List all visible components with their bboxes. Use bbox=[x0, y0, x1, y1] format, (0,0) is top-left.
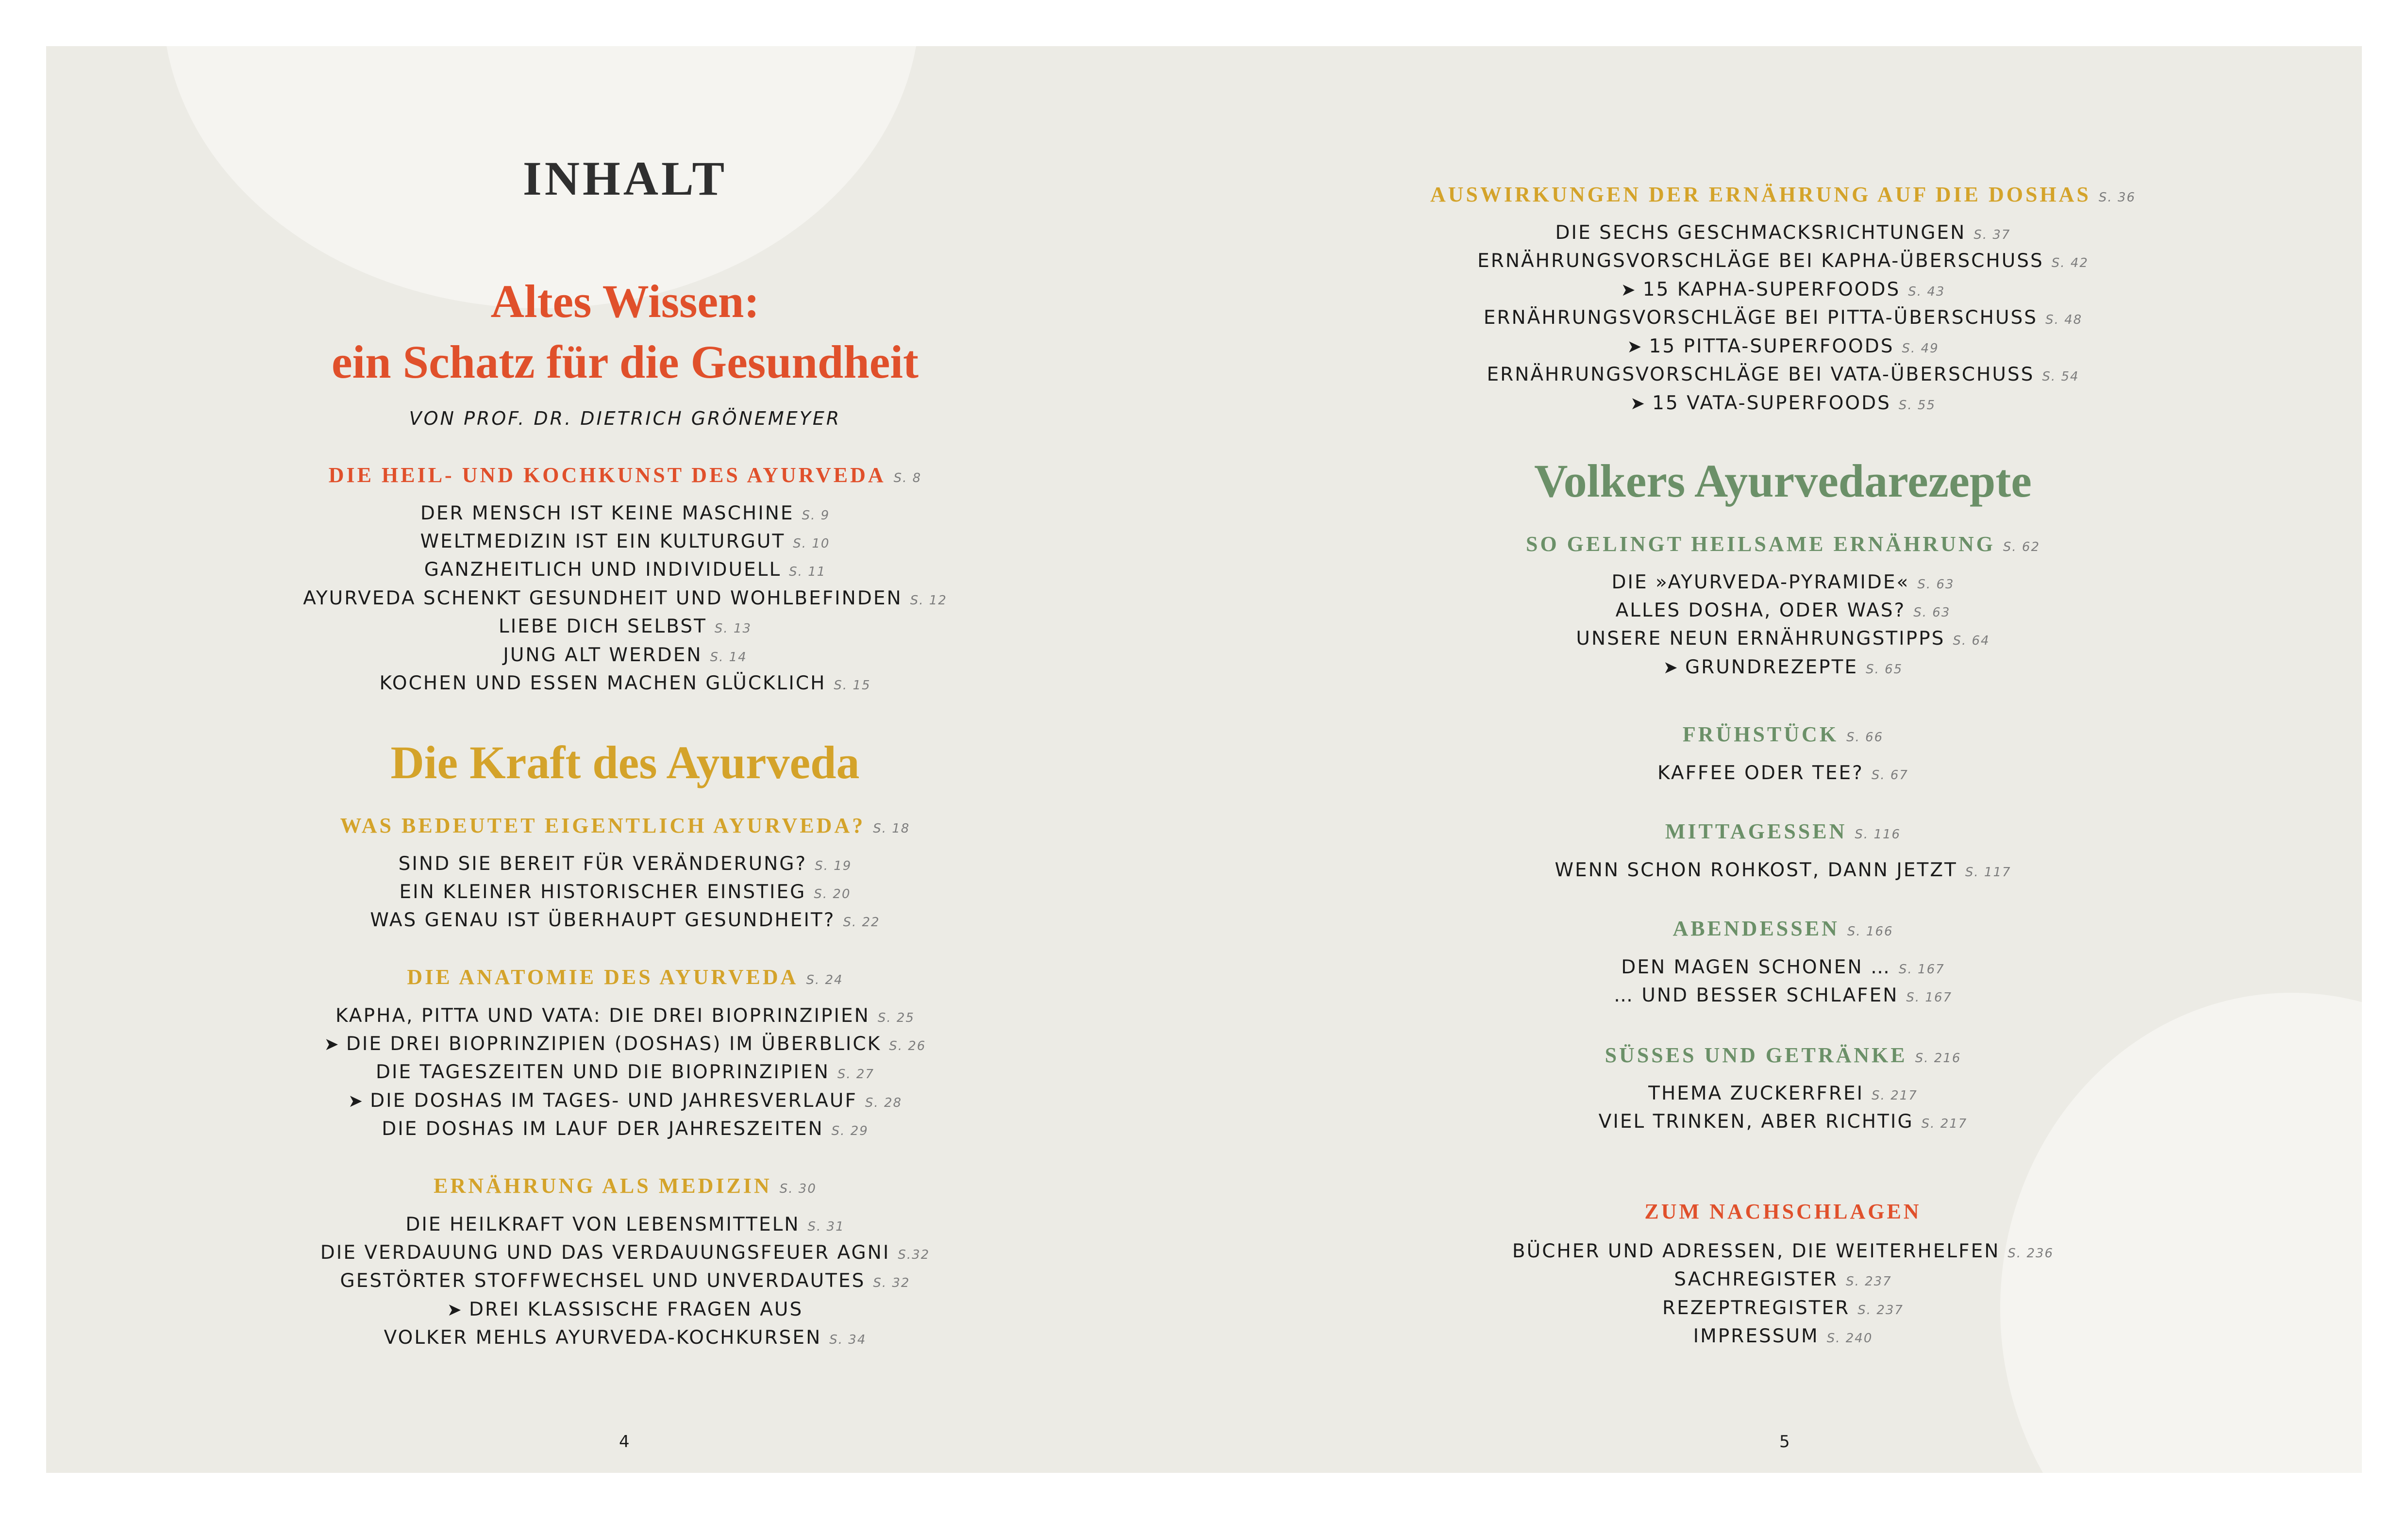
book-spread bbox=[46, 46, 2362, 1473]
toc-entry[interactable]: ➤ 15 KAPHA-SUPERFOODS S. 43 bbox=[1621, 279, 1945, 300]
toc-entry[interactable]: DIE TAGESZEITEN UND DIE BIOPRINZIPIEN S. 27 bbox=[375, 1061, 875, 1083]
part-title: Die Kraft des Ayurveda bbox=[390, 736, 860, 788]
section-heading: DIE HEIL- UND KOCHKUNST DES AYURVEDA S. 8 bbox=[328, 463, 922, 487]
arrow-icon: ➤ bbox=[348, 1091, 365, 1111]
toc-entry[interactable]: WENN SCHON ROHKOST, DANN JETZT S. 117 bbox=[1555, 859, 2011, 881]
section-heading: ERNÄHRUNG ALS MEDIZIN S. 30 bbox=[434, 1174, 817, 1198]
part-title: Volkers Ayurvedarezepte bbox=[1534, 455, 2032, 507]
toc-entry[interactable]: DEN MAGEN SCHONEN … S. 167 bbox=[1621, 956, 1945, 978]
section-heading: DIE ANATOMIE DES AYURVEDA S. 24 bbox=[407, 965, 843, 989]
toc-entry[interactable]: EIN KLEINER HISTORISCHER EINSTIEG S. 20 bbox=[399, 881, 851, 903]
left-page bbox=[46, 46, 1204, 1473]
toc-entry[interactable]: JUNG ALT WERDEN S. 14 bbox=[503, 644, 747, 666]
toc-entry[interactable]: ALLES DOSHA, ODER WAS? S. 63 bbox=[1615, 600, 1951, 621]
toc-entry[interactable]: ERNÄHRUNGSVORSCHLÄGE BEI KAPHA-ÜBERSCHUSS S. 42 bbox=[1477, 250, 2089, 272]
arrow-icon: ➤ bbox=[1630, 394, 1647, 414]
arrow-icon: ➤ bbox=[447, 1300, 463, 1320]
section-heading: MITTAGESSEN S. 116 bbox=[1665, 819, 1901, 843]
toc-entry[interactable]: ➤ 15 PITTA-SUPERFOODS S. 49 bbox=[1627, 335, 1939, 357]
toc-entry[interactable]: ERNÄHRUNGSVORSCHLÄGE BEI VATA-ÜBERSCHUSS S. 54 bbox=[1487, 364, 2079, 385]
toc-entry[interactable]: ➤ 15 VATA-SUPERFOODS S. 55 bbox=[1630, 392, 1936, 414]
page-number: 4 bbox=[619, 1432, 630, 1452]
toc-entry[interactable]: ➤ DIE DREI BIOPRINZIPIEN (DOSHAS) IM ÜBERBLICK S. 26 bbox=[324, 1033, 926, 1055]
toc-entry[interactable]: DIE »AYURVEDA-PYRAMIDE« S. 63 bbox=[1611, 571, 1955, 593]
part-title: Altes Wissen: bbox=[490, 275, 760, 327]
section-heading: AUSWIRKUNGEN DER ERNÄHRUNG AUF DIE DOSHAS S. 36 bbox=[1430, 183, 2136, 206]
toc-entry[interactable]: DIE VERDAUUNG UND DAS VERDAUUNGSFEUER AGNI S.32 bbox=[320, 1242, 930, 1264]
arrow-icon: ➤ bbox=[1627, 337, 1643, 357]
part-title: ein Schatz für die Gesundheit bbox=[332, 336, 919, 388]
toc-entry[interactable]: WAS GENAU IST ÜBERHAUPT GESUNDHEIT? S. 22 bbox=[370, 909, 880, 931]
toc-entry[interactable]: IMPRESSUM S. 240 bbox=[1693, 1325, 1873, 1347]
toc-entry[interactable]: ERNÄHRUNGSVORSCHLÄGE BEI PITTA-ÜBERSCHUSS S. 48 bbox=[1483, 307, 2083, 329]
section-heading: WAS BEDEUTET EIGENTLICH AYURVEDA? S. 18 bbox=[340, 814, 910, 837]
toc-entry[interactable]: DIE DOSHAS IM LAUF DER JAHRESZEITEN S. 29 bbox=[382, 1118, 869, 1140]
toc-entry[interactable]: KOCHEN UND ESSEN MACHEN GLÜCKLICH S. 15 bbox=[379, 672, 871, 694]
toc-entry[interactable]: GANZHEITLICH UND INDIVIDUELL S. 11 bbox=[424, 559, 826, 581]
toc-entry[interactable]: DIE HEILKRAFT VON LEBENSMITTELN S. 31 bbox=[405, 1214, 845, 1235]
toc-entry[interactable]: KAFFEE ODER TEE? S. 67 bbox=[1657, 762, 1908, 784]
byline: VON PROF. DR. DIETRICH GRÖNEMEYER bbox=[409, 408, 841, 429]
toc-entry[interactable]: LIEBE DICH SELBST S. 13 bbox=[498, 616, 752, 637]
section-heading: ZUM NACHSCHLAGEN bbox=[1644, 1200, 1922, 1223]
toc-entry[interactable]: ➤ GRUNDREZEPTE S. 65 bbox=[1663, 656, 1903, 678]
toc-entry[interactable]: SACHREGISTER S. 237 bbox=[1674, 1269, 1892, 1290]
toc-entry[interactable]: ➤ DIE DOSHAS IM TAGES- UND JAHRESVERLAUF S. 28 bbox=[348, 1090, 903, 1112]
arrow-icon: ➤ bbox=[1663, 658, 1679, 678]
toc-entry[interactable]: KAPHA, PITTA UND VATA: DIE DREI BIOPRINZIPIEN S. 25 bbox=[335, 1005, 915, 1027]
toc-entry[interactable]: DIE SECHS GESCHMACKSRICHTUNGEN S. 37 bbox=[1555, 222, 2011, 244]
toc-entry[interactable]: BÜCHER UND ADRESSEN, DIE WEITERHELFEN S. 236 bbox=[1512, 1240, 2054, 1262]
toc-entry[interactable]: DER MENSCH IST KEINE MASCHINE S. 9 bbox=[420, 502, 830, 524]
toc-entry[interactable]: GESTÖRTER STOFFWECHSEL UND UNVERDAUTES S. 32 bbox=[340, 1270, 910, 1292]
section-heading: ABENDESSEN S. 166 bbox=[1672, 917, 1893, 940]
toc-entry[interactable]: UNSERE NEUN ERNÄHRUNGSTIPPS S. 64 bbox=[1576, 628, 1990, 650]
section-heading: FRÜHSTÜCK S. 66 bbox=[1682, 722, 1884, 746]
toc-entry[interactable]: AYURVEDA SCHENKT GESUNDHEIT UND WOHLBEFINDEN S. 12 bbox=[303, 587, 947, 609]
arrow-icon: ➤ bbox=[1621, 280, 1637, 300]
page-number: 5 bbox=[1779, 1432, 1790, 1452]
toc-entry[interactable]: SIND SIE BEREIT FÜR VERÄNDERUNG? S. 19 bbox=[398, 853, 852, 875]
toc-entry[interactable]: WELTMEDIZIN IST EIN KULTURGUT S. 10 bbox=[420, 531, 830, 552]
toc-entry[interactable]: … UND BESSER SCHLAFEN S. 167 bbox=[1613, 985, 1953, 1006]
section-heading: SO GELINGT HEILSAME ERNÄHRUNG S. 62 bbox=[1525, 532, 2040, 556]
toc-entry[interactable]: THEMA ZUCKERFREI S. 217 bbox=[1648, 1083, 1918, 1104]
toc-entry[interactable]: VIEL TRINKEN, ABER RICHTIG S. 217 bbox=[1598, 1111, 1968, 1133]
arrow-icon: ➤ bbox=[324, 1035, 340, 1054]
right-page bbox=[1204, 46, 2362, 1473]
toc-entry[interactable]: REZEPTREGISTER S. 237 bbox=[1662, 1297, 1904, 1319]
contents-title: INHALT bbox=[522, 151, 728, 205]
toc-entry[interactable]: VOLKER MEHLS AYURVEDA-KOCHKURSEN S. 34 bbox=[384, 1327, 867, 1349]
toc-entry[interactable]: ➤ DREI KLASSISCHE FRAGEN AUS bbox=[447, 1299, 803, 1320]
section-heading: SÜSSES UND GETRÄNKE S. 216 bbox=[1605, 1043, 1961, 1067]
